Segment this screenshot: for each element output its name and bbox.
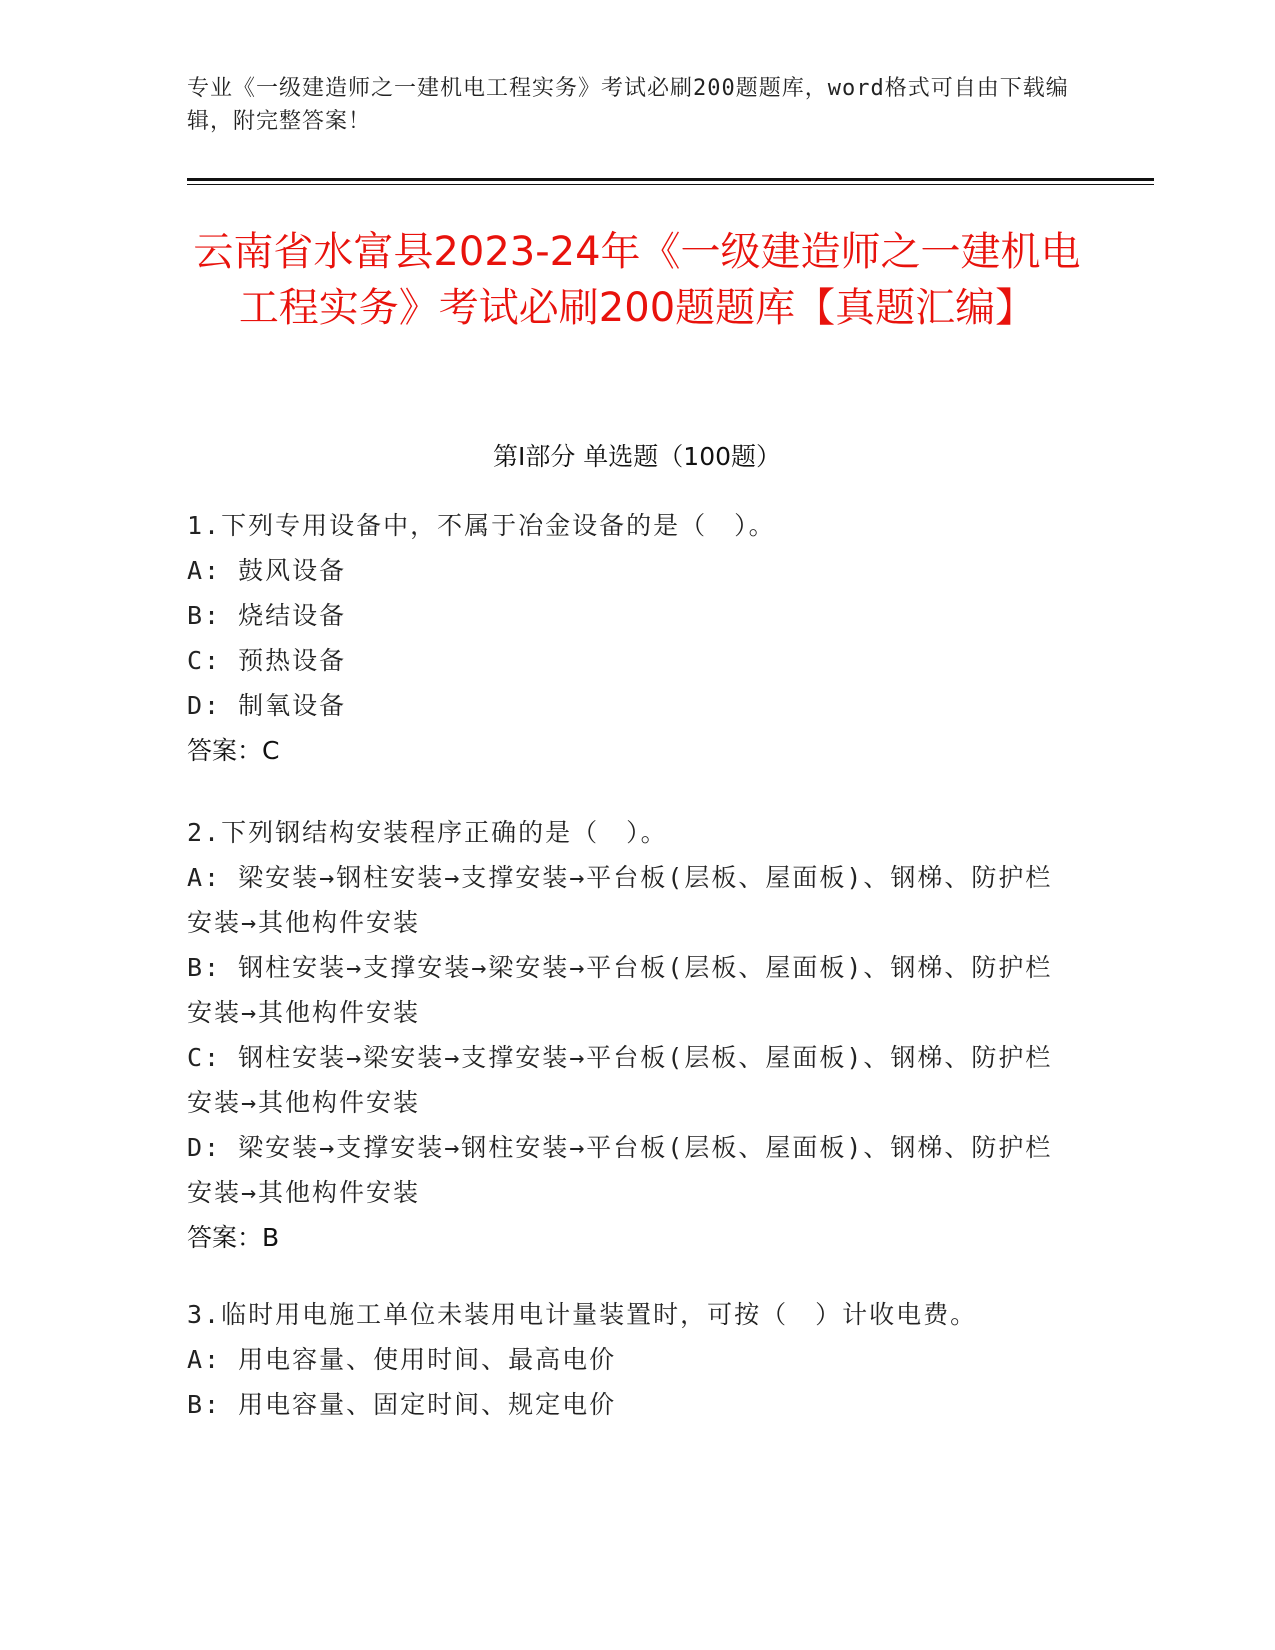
- option-b: B: 烧结设备: [187, 601, 347, 630]
- header-rule: [187, 178, 1154, 181]
- question-2: [187, 810, 1077, 1260]
- header-rule-thin: [187, 184, 1154, 185]
- question-stem: 3.临时用电施工单位未装用电计量装置时，可按（ ）计收电费。: [187, 1300, 978, 1329]
- option-d: D: 制氧设备: [187, 691, 347, 720]
- option-a: A: 梁安装→钢柱安装→支撑安装→平台板(层板、屋面板)、钢梯、防护栏安装→其他构件安装: [187, 863, 1053, 937]
- question-3: [187, 1292, 1077, 1427]
- option-a: A: 鼓风设备: [187, 556, 347, 585]
- option-a: A: 用电容量、使用时间、最高电价: [187, 1345, 617, 1374]
- option-d: D: 梁安装→支撑安装→钢柱安装→平台板(层板、屋面板)、钢梯、防护栏安装→其他构件安装: [187, 1133, 1053, 1207]
- answer: 答案：C: [187, 736, 280, 765]
- option-b: B: 钢柱安装→支撑安装→梁安装→平台板(层板、屋面板)、钢梯、防护栏安装→其他构件安装: [187, 953, 1053, 1027]
- question-stem: 1.下列专用设备中，不属于冶金设备的是（ ）。: [187, 511, 776, 540]
- question-stem: 2.下列钢结构安装程序正确的是（ ）。: [187, 818, 668, 847]
- section-title: 第Ⅰ部分 单选题（100题）: [492, 442, 782, 471]
- option-c: C: 钢柱安装→梁安装→支撑安装→平台板(层板、屋面板)、钢梯、防护栏安装→其他构件安装: [187, 1043, 1053, 1117]
- option-c: C: 预热设备: [187, 646, 347, 675]
- header-note: 专业《一级建造师之一建机电工程实务》考试必刷200题题库，word格式可自由下载编辑，附完整答案！: [187, 76, 1069, 134]
- option-b: B: 用电容量、固定时间、规定电价: [187, 1390, 617, 1419]
- question-1: [187, 503, 1077, 773]
- answer: 答案：B: [187, 1223, 280, 1252]
- document-title: 云南省水富县2023-24年《一级建造师之一建机电工程实务》考试必刷200题题库【真题汇编】: [193, 229, 1081, 331]
